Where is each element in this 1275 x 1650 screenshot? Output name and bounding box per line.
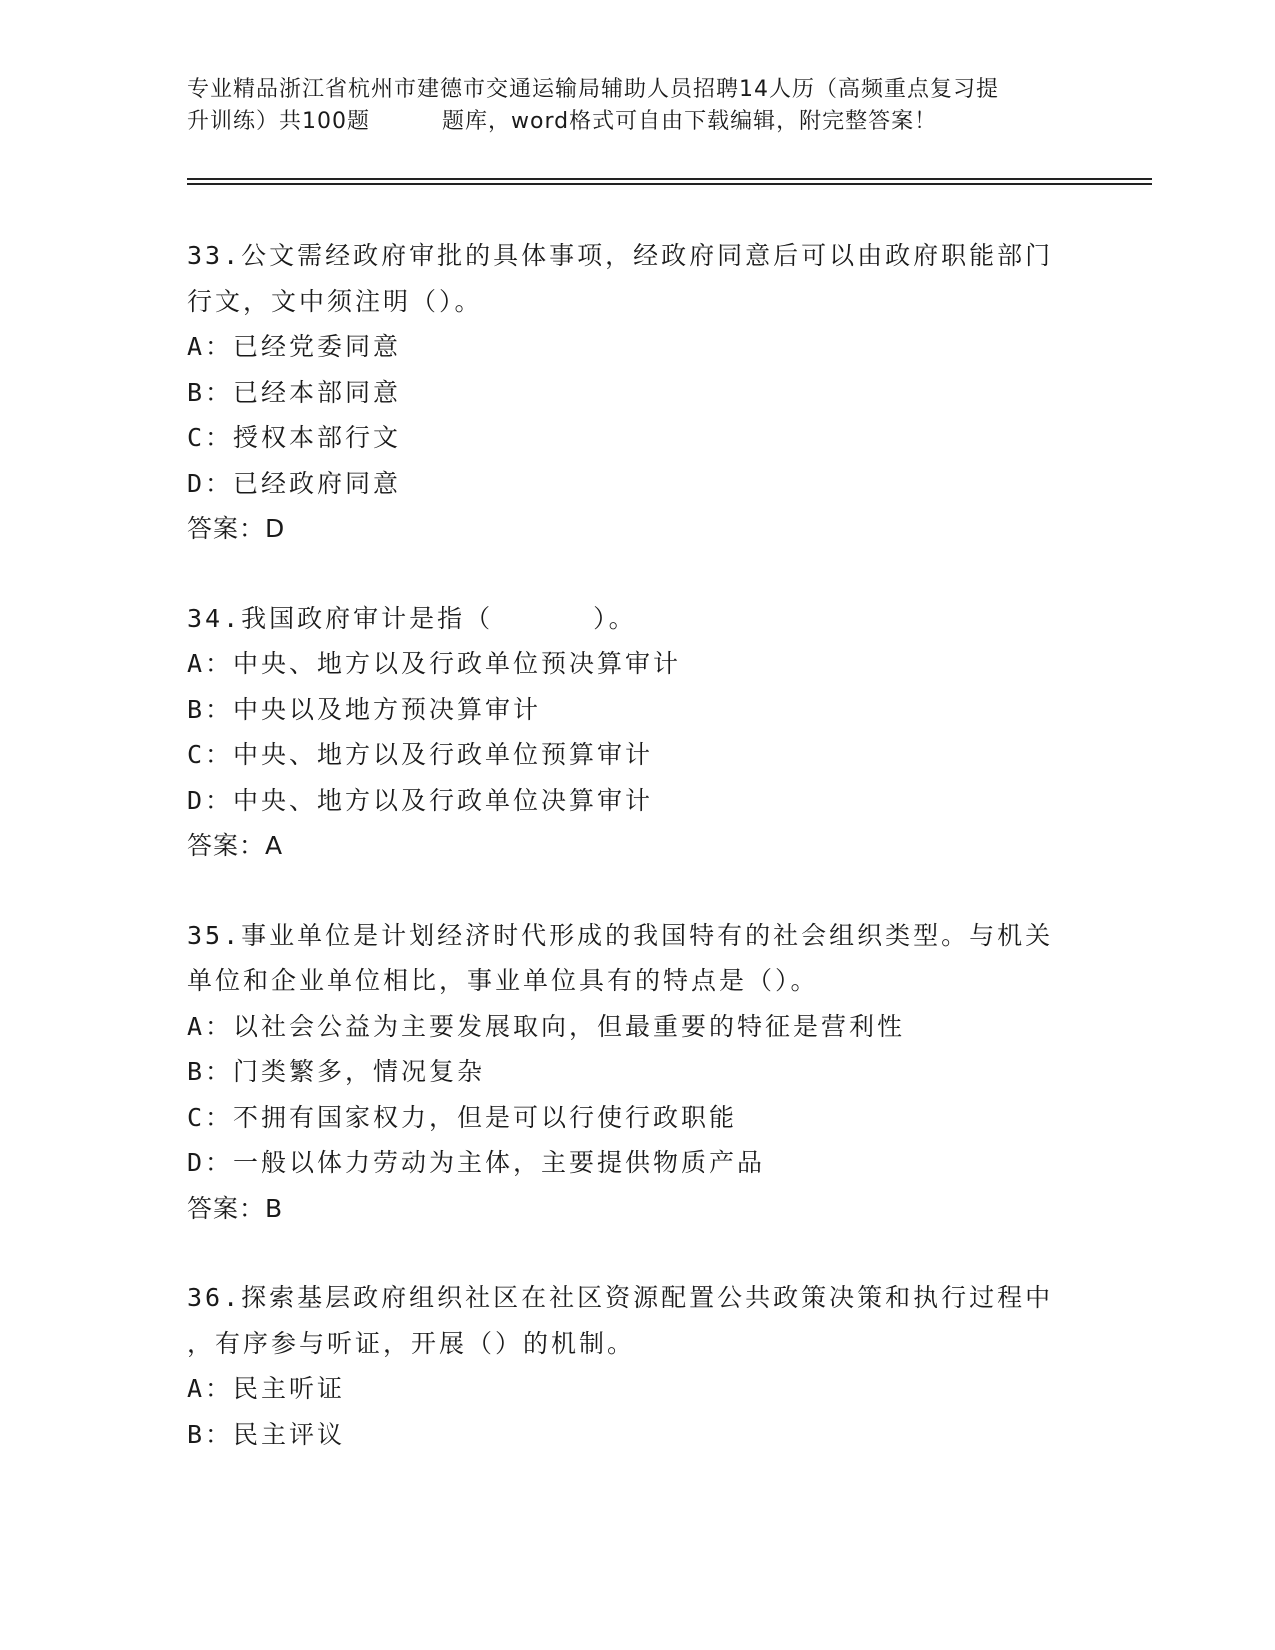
option-a: A：民主听证 [187, 1374, 346, 1403]
question-33 [187, 233, 1087, 552]
question-35 [187, 913, 1087, 1232]
option-d: D：一般以体力劳动为主体，主要提供物质产品 [187, 1148, 766, 1177]
header-divider-bottom [187, 183, 1152, 185]
option-b: B：中央以及地方预决算审计 [187, 694, 542, 724]
option-c: C：授权本部行文 [187, 423, 402, 452]
option-a: A：以社会公益为主要发展取向，但最重要的特征是营利性 [187, 1011, 906, 1041]
option-a: A：中央、地方以及行政单位预决算审计 [187, 649, 682, 678]
question-stem-line: 35.事业单位是计划经济时代形成的我国特有的社会组织类型。与机关 [187, 920, 1054, 950]
question-36 [187, 1275, 1087, 1457]
question-34 [187, 596, 1087, 869]
option-c: C：不拥有国家权力，但是可以行使行政职能 [187, 1102, 738, 1132]
option-b: B：民主评议 [187, 1419, 346, 1449]
option-d: D：已经政府同意 [187, 468, 402, 498]
question-stem-line: ，有序参与听证，开展（）的机制。 [187, 1328, 636, 1358]
question-stem-end: ）。 [593, 603, 637, 633]
question-stem-line: 行文，文中须注明（）。 [187, 286, 483, 316]
option-b: B：已经本部同意 [187, 377, 402, 407]
question-stem-line [187, 596, 1087, 642]
question-stem-line: 33.公文需经政府审批的具体事项，经政府同意后可以由政府职能部门 [187, 241, 1054, 270]
option-b: B：门类繁多，情况复杂 [187, 1057, 486, 1086]
option-d: D：中央、地方以及行政单位决算审计 [187, 785, 654, 815]
question-stem-line: 36.探索基层政府组织社区在社区资源配置公共政策决策和执行过程中 [187, 1283, 1054, 1312]
header-line-2-part-2: 题库，word格式可自由下载编辑，附完整答案！ [442, 109, 938, 134]
header-line-2-part-1: 升训练）共100题 [187, 109, 370, 134]
option-a: A：已经党委同意 [187, 332, 402, 361]
answer: 答案：A [187, 831, 284, 860]
question-stem-line: 单位和企业单位相比，事业单位具有的特点是（）。 [187, 966, 819, 995]
header-divider-top [187, 178, 1152, 180]
header-line-2 [187, 106, 1087, 138]
answer: 答案：B [187, 1193, 284, 1223]
header-line-1: 专业精品浙江省杭州市建德市交通运输局辅助人员招聘14人历（高频重点复习提 [187, 77, 999, 102]
option-c: C：中央、地方以及行政单位预算审计 [187, 740, 654, 769]
question-stem-start: 34.我国政府审计是指（ [187, 603, 494, 633]
question-list [187, 233, 1087, 1501]
answer: 答案：D [187, 514, 286, 543]
document-header [187, 74, 1087, 138]
